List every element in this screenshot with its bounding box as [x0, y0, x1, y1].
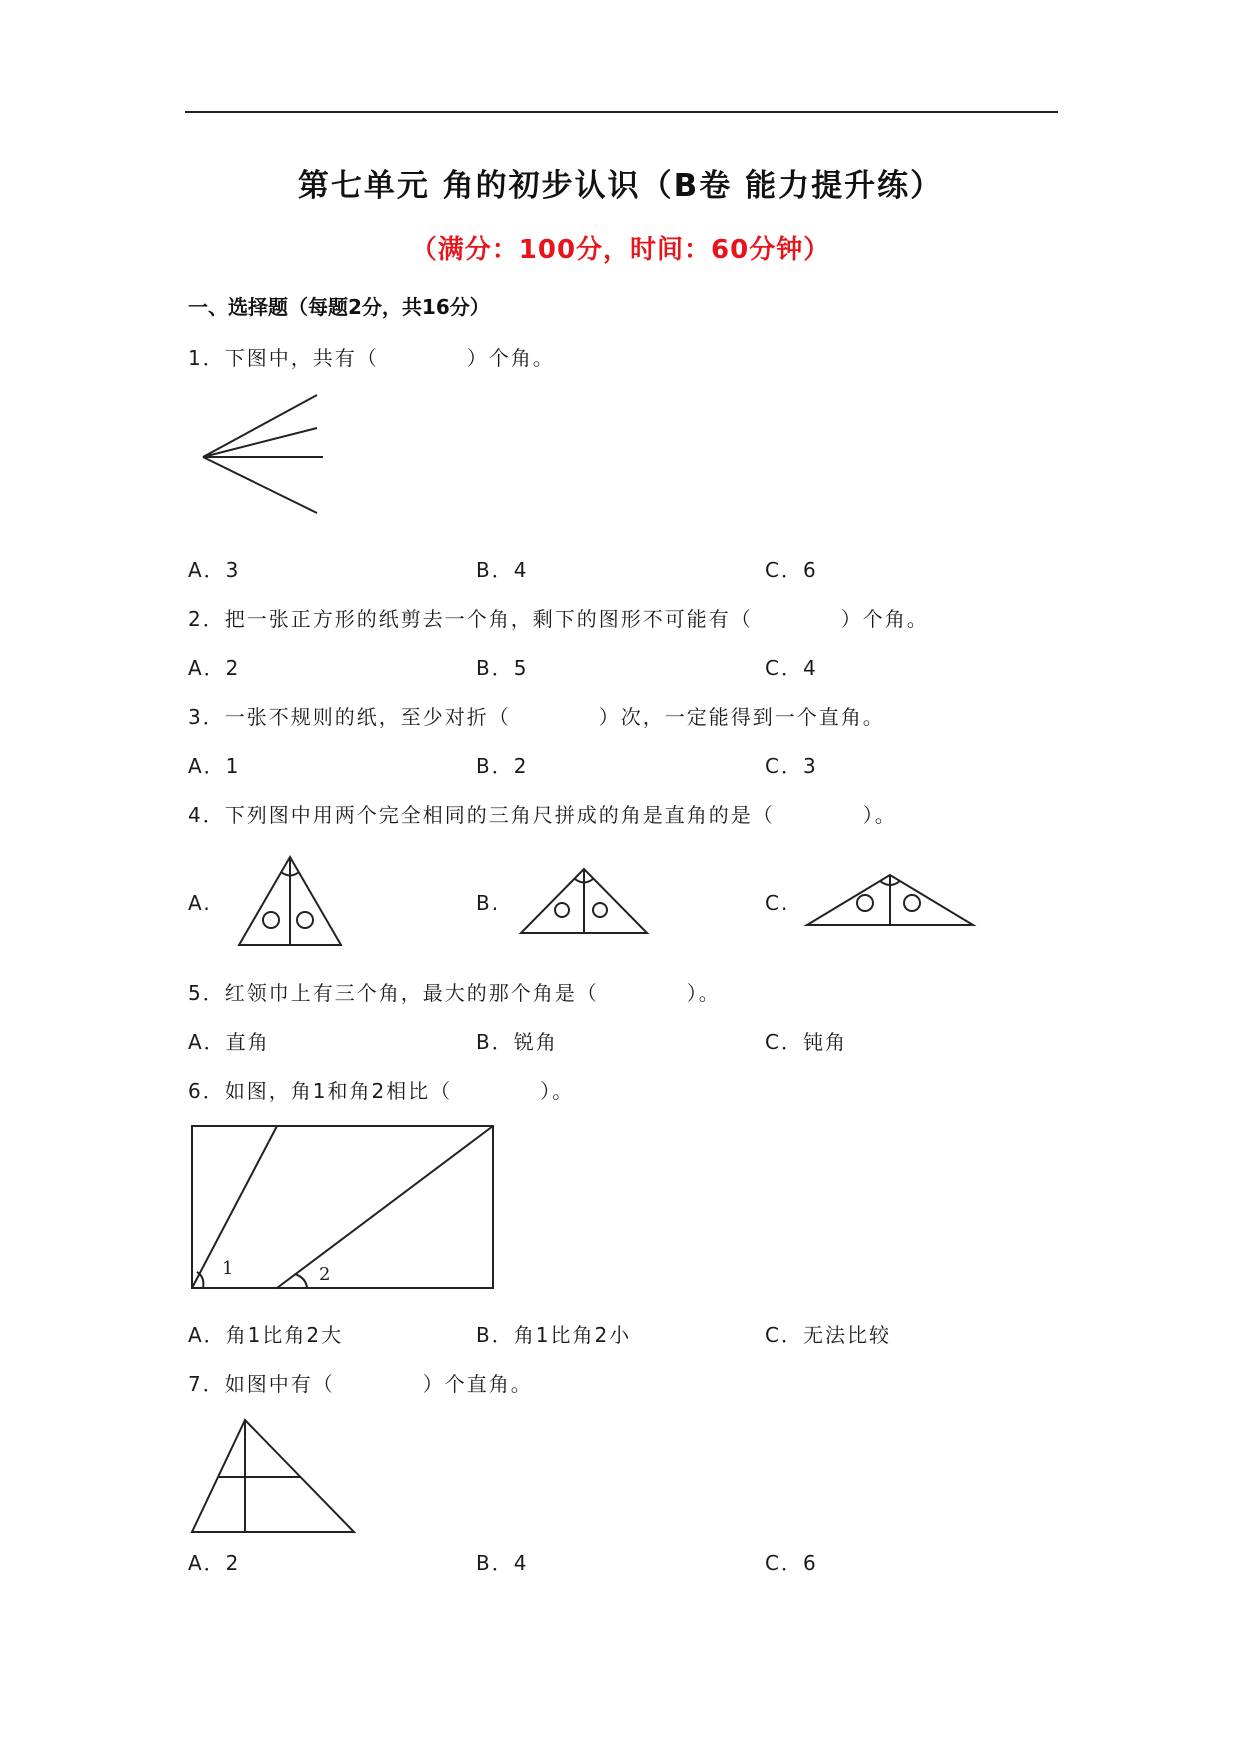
q4b-circle-left	[555, 903, 569, 917]
q1-ray-4	[203, 457, 317, 513]
q6-label-angle1: 1	[222, 1258, 234, 1279]
exam-info: （满分：100分，时间：60分钟）	[410, 235, 831, 265]
q7-triangle-figure	[188, 1416, 358, 1536]
q6-line-angle2	[277, 1126, 493, 1288]
q7-option-c[interactable]: C．6	[765, 1551, 818, 1575]
q7-option-a[interactable]: A．2	[188, 1551, 241, 1575]
header-rule	[185, 111, 1058, 113]
question-7: 7．如图中有（ ）个直角。	[188, 1372, 533, 1396]
q3-option-c[interactable]: C．3	[765, 754, 818, 778]
q2-option-c[interactable]: C．4	[765, 656, 818, 680]
q2-option-a[interactable]: A．2	[188, 656, 241, 680]
q1-ray-1	[203, 395, 317, 457]
q4a-circle-right	[297, 912, 313, 928]
q6-line-angle1	[192, 1126, 277, 1288]
question-5: 5．红领巾上有三个角，最大的那个角是（ ）。	[188, 981, 721, 1005]
q4-figure-c	[805, 871, 975, 929]
q6-label-angle2: 2	[319, 1264, 331, 1285]
q2-option-b[interactable]: B．5	[476, 656, 529, 680]
q1-rays-figure	[195, 390, 335, 520]
q4-option-c[interactable]: C.	[765, 891, 790, 915]
q6-rectangle-figure	[190, 1122, 496, 1294]
q5-option-a[interactable]: A．直角	[188, 1030, 270, 1054]
question-1: 1．下图中，共有（ ）个角。	[188, 346, 555, 370]
q5-option-c[interactable]: C．钝角	[765, 1030, 847, 1054]
q7-option-b[interactable]: B．4	[476, 1551, 529, 1575]
q1-option-b[interactable]: B．4	[476, 558, 529, 582]
q4-option-a[interactable]: A.	[188, 891, 212, 915]
q1-ray-2	[203, 428, 317, 457]
q6-arc-angle2	[295, 1274, 307, 1288]
q6-rectangle	[192, 1126, 493, 1288]
q4c-circle-right	[904, 895, 920, 911]
question-2: 2．把一张正方形的纸剪去一个角，剩下的图形不可能有（ ）个角。	[188, 607, 929, 631]
q6-option-a[interactable]: A．角1比角2大	[188, 1323, 344, 1347]
q4a-circle-left	[263, 912, 279, 928]
question-3: 3．一张不规则的纸，至少对折（ ）次，一定能得到一个直角。	[188, 705, 885, 729]
q6-option-b[interactable]: B．角1比角2小	[476, 1323, 632, 1347]
q4b-circle-right	[593, 903, 607, 917]
section-heading: 一、选择题（每题2分，共16分）	[188, 295, 490, 319]
q4c-circle-left	[857, 895, 873, 911]
q3-option-b[interactable]: B．2	[476, 754, 529, 778]
q4-option-b[interactable]: B.	[476, 891, 501, 915]
q3-option-a[interactable]: A．1	[188, 754, 241, 778]
question-4: 4．下列图中用两个完全相同的三角尺拼成的角是直角的是（ ）。	[188, 803, 897, 827]
question-6: 6．如图，角1和角2相比（ ）。	[188, 1079, 575, 1103]
q5-option-b[interactable]: B．锐角	[476, 1030, 558, 1054]
page-title: 第七单元 角的初步认识（B卷 能力提升练）	[297, 168, 944, 204]
q4-figure-b	[519, 865, 649, 937]
q6-option-c[interactable]: C．无法比较	[765, 1323, 891, 1347]
q1-option-a[interactable]: A．3	[188, 558, 241, 582]
q1-option-c[interactable]: C．6	[765, 558, 818, 582]
q4-figure-a	[235, 852, 345, 948]
q6-arc-angle1	[197, 1272, 203, 1288]
